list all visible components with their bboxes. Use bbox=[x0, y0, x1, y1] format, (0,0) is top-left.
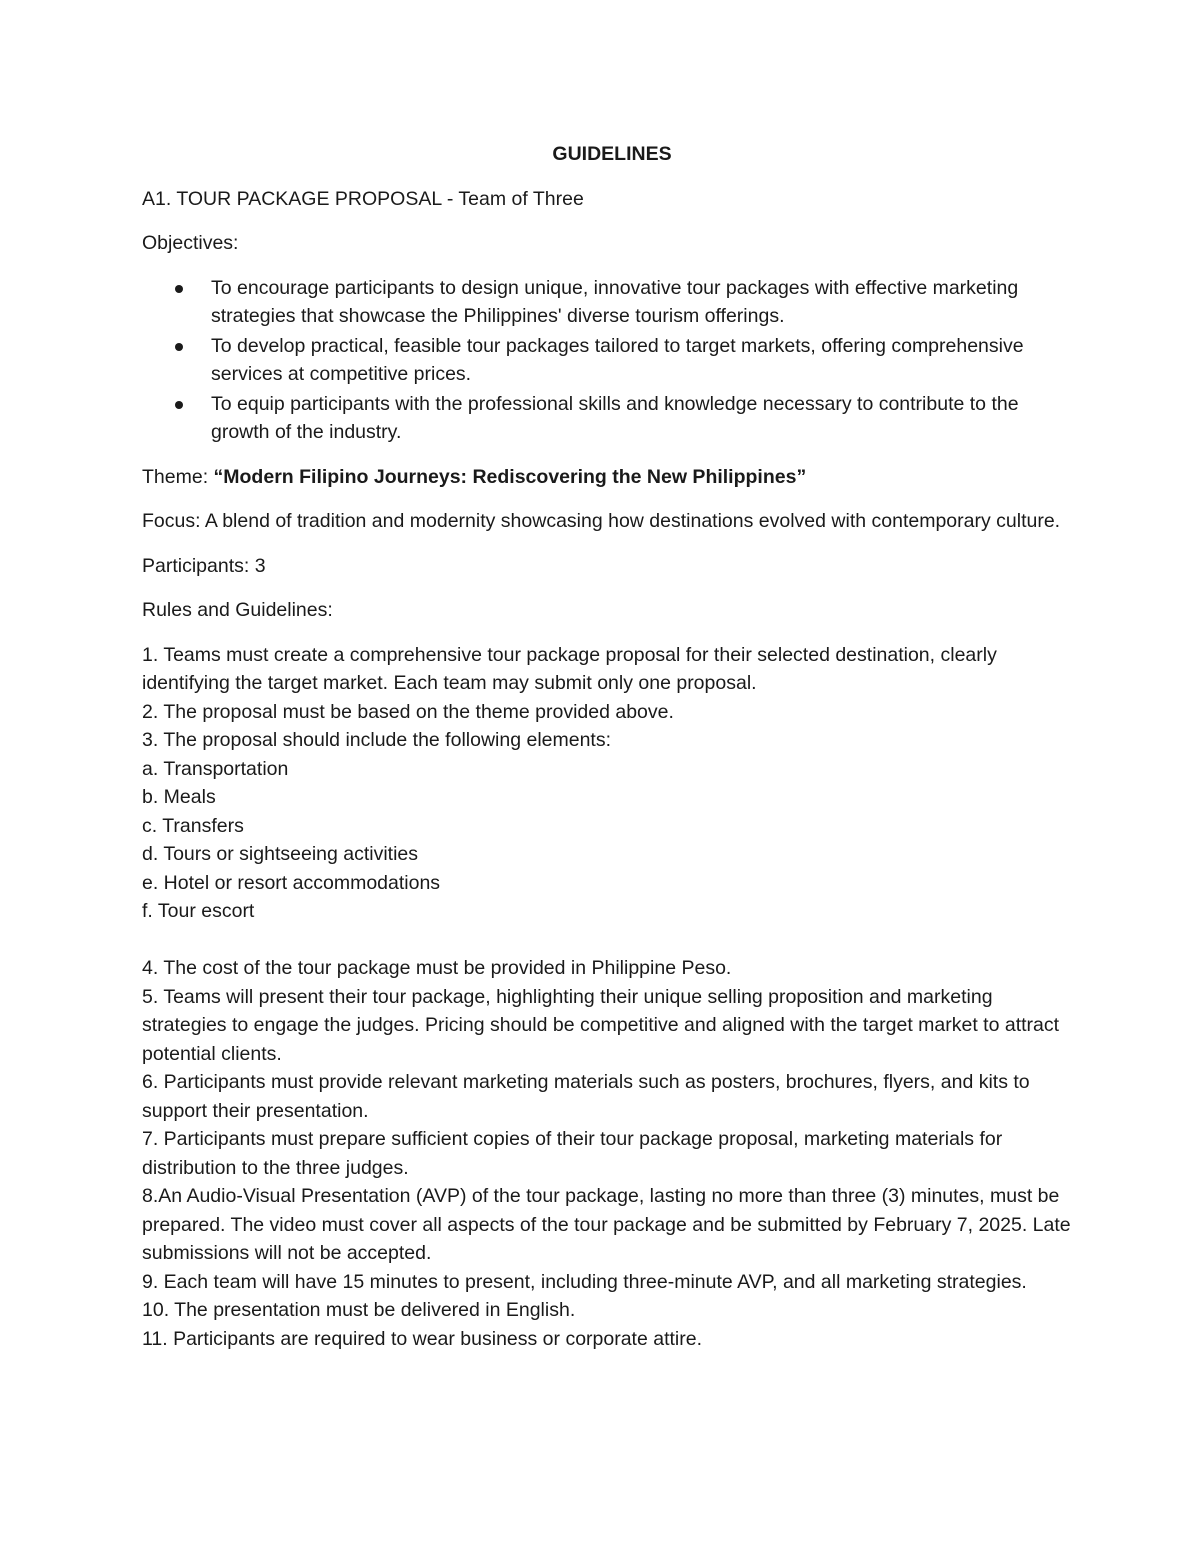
rule-item: 3. The proposal should include the following elements: bbox=[142, 729, 612, 751]
objective-text: To develop practical, feasible tour packages tailored to target markets, offering comprehensive services at competitive prices. bbox=[211, 334, 1024, 385]
participants-text: Participants: 3 bbox=[142, 554, 266, 577]
bullet-icon bbox=[175, 401, 183, 409]
objectives-list bbox=[142, 274, 1082, 447]
theme-label: Theme: bbox=[142, 465, 214, 488]
theme-line bbox=[142, 463, 1082, 492]
rule-subitem: a. Transportation bbox=[142, 757, 289, 780]
theme-value: “Modern Filipino Journeys: Rediscovering the New Philippines” bbox=[213, 465, 807, 488]
rule-item: 2. The proposal must be based on the theme provided above. bbox=[142, 700, 674, 723]
rule-item: 1. Teams must create a comprehensive tour package proposal for their selected destination, clearly identifying the target market. Each team may submit only one proposal. bbox=[142, 643, 997, 694]
spacer bbox=[142, 926, 1082, 955]
rule-item: 7. Participants must prepare sufficient copies of their tour package proposal, marketing materials for distribution to the three judges. bbox=[142, 1128, 1003, 1179]
document-subtitle: A1. TOUR PACKAGE PROPOSAL - Team of Three bbox=[142, 187, 584, 210]
rules-label: Rules and Guidelines: bbox=[142, 599, 333, 621]
rule-subitem: d. Tours or sightseeing activities bbox=[142, 843, 419, 865]
rule-subitem: f. Tour escort bbox=[142, 900, 255, 922]
list-item bbox=[142, 332, 1082, 389]
bullet-icon bbox=[175, 343, 183, 351]
rule-item: 11. Participants are required to wear business or corporate attire. bbox=[142, 1327, 703, 1350]
rule-item: 6. Participants must provide relevant marketing materials such as posters, brochures, flyers, and kits to support their presentation. bbox=[142, 1071, 1030, 1122]
rule-item: 10. The presentation must be delivered in English. bbox=[142, 1299, 576, 1321]
rule-item: 9. Each team will have 15 minutes to present, including three-minute AVP, and all marketing strategies. bbox=[142, 1270, 1027, 1293]
rule-item: 4. The cost of the tour package must be provided in Philippine Peso. bbox=[142, 957, 732, 979]
rule-subitem: b. Meals bbox=[142, 786, 216, 808]
document-title: GUIDELINES bbox=[552, 143, 672, 165]
rules-list-part1 bbox=[142, 641, 1082, 926]
rules-list-part2 bbox=[142, 954, 1082, 1353]
list-item bbox=[142, 390, 1082, 447]
objective-text: To equip participants with the professional skills and knowledge necessary to contribute to the growth of the industry. bbox=[211, 392, 1019, 443]
rule-subitem: e. Hotel or resort accommodations bbox=[142, 871, 441, 894]
list-item bbox=[142, 274, 1082, 331]
bullet-icon bbox=[175, 285, 183, 293]
focus-text: Focus: A blend of tradition and modernity showcasing how destinations evolved with contemporary culture. bbox=[142, 510, 1061, 532]
objectives-label: Objectives: bbox=[142, 232, 239, 254]
document-page bbox=[142, 140, 1082, 1353]
objective-text: To encourage participants to design unique, innovative tour packages with effective marketing strategies that showcase the Philippines' diverse tourism offerings. bbox=[211, 276, 1019, 327]
rule-subitem: c. Transfers bbox=[142, 814, 244, 837]
rule-item: 5. Teams will present their tour package, highlighting their unique selling proposition and marketing strategies to engage the judges. Pricing should be competitive and aligned with the target market to attract potential clients. bbox=[142, 985, 1060, 1065]
rule-item: 8.An Audio-Visual Presentation (AVP) of the tour package, lasting no more than three (3) minutes, must be prepared. The video must cover all aspects of the tour package and be submitted by February 7, 2025. Late submissions will not be accepted. bbox=[142, 1185, 1071, 1264]
